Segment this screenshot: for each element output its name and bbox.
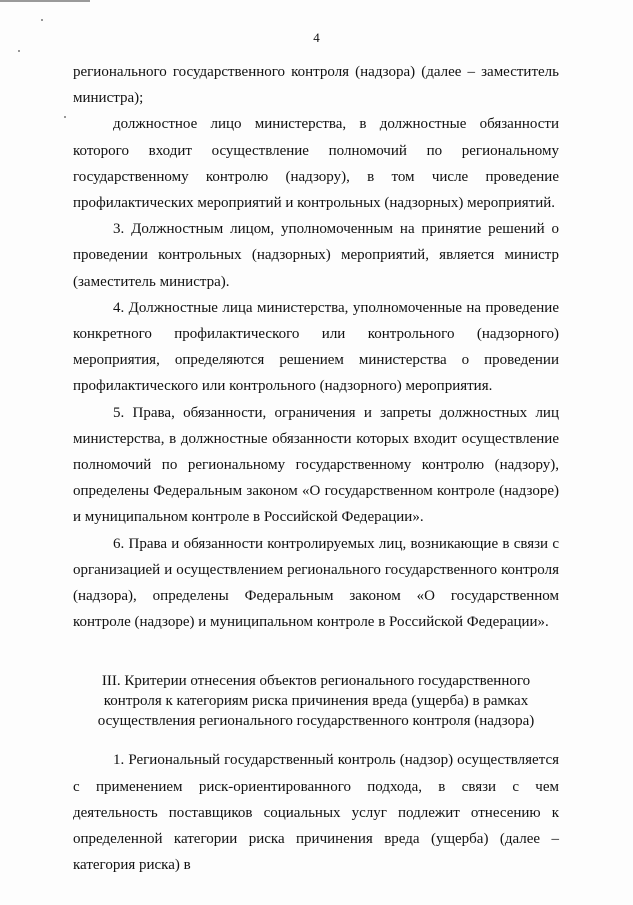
page-number: 4	[313, 30, 320, 45]
paragraph: 3. Должностным лицом, уполномоченным на принятие решений о проведении контрольных (надзорных) мероприятий, является министр (заместитель министра).	[73, 221, 559, 290]
paragraph: 6. Права и обязанности контролируемых лиц, возникающие в связи с организацией и осуществлением регионального государственного контроля (надзора), определены Федеральным законом «О государственном контроле (надзоре) и муниципальном контроле в Российской Федерации».	[73, 535, 559, 631]
section-heading: III. Критерии отнесения объектов регионального государственного контроля к категориям риска причинения вреда (ущерба) в рамках осуществления регионального государственного контроля (надзора)	[97, 673, 535, 730]
paragraphs-before-heading	[73, 59, 559, 635]
paragraph: 5. Права, обязанности, ограничения и запреты должностных лиц министерства, в должностные обязанности которых входит осуществление полномочий по региональному государственному контролю (надзору), определены Федеральным законом «О государственном контроле (надзоре) и муниципальном контроле в Российской Федерации».	[73, 404, 559, 526]
paragraph: регионального государственного контроля (надзора) (далее – заместитель министра);	[73, 64, 559, 107]
paragraphs-after-heading	[73, 747, 559, 878]
scan-speck	[64, 116, 66, 118]
spacer	[73, 635, 559, 671]
paragraph: 1. Региональный государственный контроль (надзор) осуществляется с применением риск-ориентированного подхода, в связи с чем деятельность поставщиков социальных услуг подлежит отнесению к определенной категории риска причинения вреда (ущерба) (далее – категория риска) в	[73, 752, 559, 874]
paragraph: должностное лицо министерства, в должностные обязанности которого входит осуществление полномочий по региональному государственному контролю (надзору), в том числе проведение профилактических мероприятий и контрольных (надзорных) мероприятий.	[73, 116, 559, 212]
document-body	[73, 59, 559, 878]
scan-edge-mark	[0, 0, 90, 2]
scan-speck	[41, 19, 43, 21]
paragraph: 4. Должностные лица министерства, уполномоченные на проведение конкретного профилактического или контрольного (надзорного) мероприятия, определяются решением министерства о проведении профилактического или контрольного (надзорного) мероприятия.	[73, 299, 559, 395]
spacer	[73, 731, 559, 747]
scan-speck	[18, 50, 20, 52]
